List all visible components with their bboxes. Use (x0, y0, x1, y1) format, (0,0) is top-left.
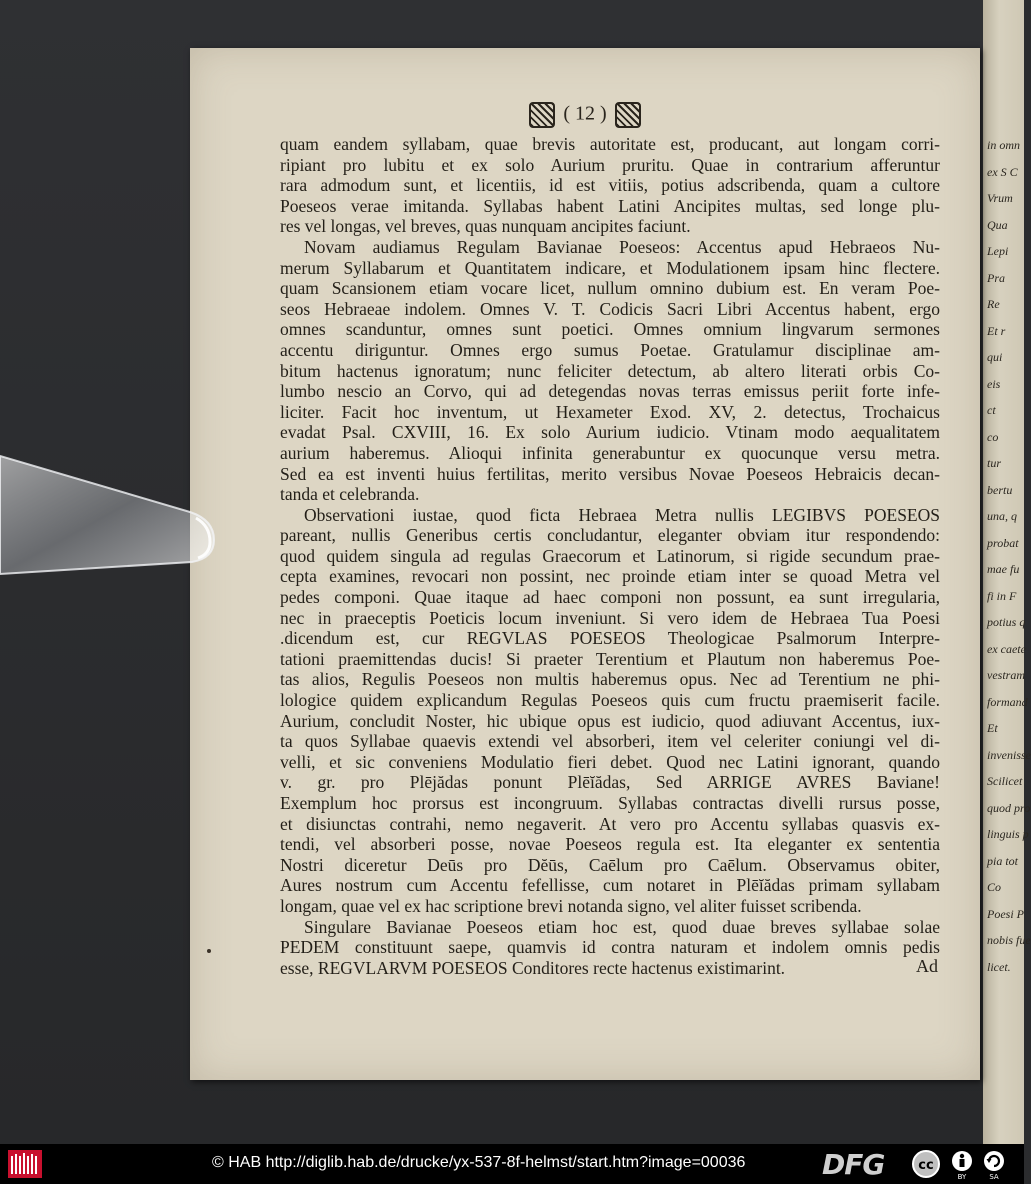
paper-speck (207, 949, 211, 953)
text-line: pedes componi. Quae itaque ad haec componi non possunt, ea sunt irregularia, (280, 587, 940, 608)
neighbour-page-fragment: Co (987, 880, 1002, 894)
neighbour-page-fragment: vestram (987, 668, 1025, 682)
neighbour-page-fragment: licet. (987, 959, 1011, 974)
text-line: longam, quae vel ex hac scriptione brevi notanda signo, vel aliter fuisset scribenda. (280, 895, 862, 916)
text-line: quod quidem singula ad regulas Graecorum et Latinorum, si rigide secundum prae- (280, 545, 940, 566)
text-line: tendi, vel absorberi posse, novae Poeseos regula est. Ita eleganter ex sententia (280, 834, 940, 855)
neighbour-page-fragment: Et r (987, 323, 1006, 338)
text-line: Aurium, concludit Noster, hic ubique opus est iudicio, quod adiuvant Accentus, iux- (280, 710, 940, 731)
sa-label: SA (989, 1173, 999, 1181)
hab-logo-icon[interactable] (8, 1150, 42, 1178)
text-line: nec in praeceptis Poeticis locum inveniunt. Si vero idem de Hebraea Tua Poesi (280, 607, 940, 628)
text-line: cepta examines, revocari non possint, nec proinde etiam inter se quoad Metra vel (280, 566, 940, 587)
text-line: quam eandem syllabam, quae brevis autoritate est, producant, aut longam corri- (280, 134, 940, 154)
text-line: pareant, nullis Generibus certis concludantur, eleganter obviam itur respondendo: (280, 525, 940, 546)
text-line: aurium haberemus. Alioqui infinita generabuntur ex quocunque versu metra. (280, 442, 940, 463)
neighbour-page-fragment: invenisse (987, 747, 1031, 762)
text-line: omnes scanduntur, omnes sunt poetici. Omnes omnium lingvarum sermones (280, 319, 940, 340)
neighbour-page-fragment: una, q (987, 509, 1017, 523)
text-line: res vel longas, vel breves, quas nunquam ancipites faciunt. (280, 216, 691, 237)
glass-weight-reflection (0, 454, 216, 576)
text-line: tanda et celebranda. (280, 484, 420, 505)
text-line: lumbo nescio an Corvo, qui ad detegendas novas terras emissus periit forte infe- (280, 381, 940, 402)
text-line: Sed ea est inventi huius fertilitas, merito versibus Novae Poeseos Hebraicis decan- (280, 463, 940, 484)
svg-text:cc: cc (918, 1158, 934, 1173)
neighbour-page-fragment: quod pro (987, 800, 1031, 815)
page-body-text (280, 134, 940, 978)
source-credit-link[interactable]: © HAB http://diglib.hab.de/drucke/yx-537-8f-helmst/start.htm?image=00036 (212, 1154, 746, 1171)
neighbour-page-fragment: in omn (987, 138, 1020, 152)
neighbour-page-fragment: pia tot (987, 853, 1019, 868)
dfg-logo[interactable]: DFG (822, 1148, 885, 1181)
text-line: quam Scansionem etiam vocare licet, nullum omnino dubium est. En veram Poe- (280, 278, 940, 299)
neighbour-page-fragment: probat (987, 535, 1019, 550)
text-line: Novam audiamus Regulam Bavianae Poeseos: Accentus apud Hebraeos Nu- (304, 236, 940, 257)
text-line: ripiant pro lubitu et ex solo Aurium pruritu. Quae in contrarium afferuntur (280, 154, 940, 175)
text-line: lologice quidem explicandum Regulas Poeseos quis cum fructu praemiserit facile. (280, 690, 940, 711)
neighbour-page-fragment: Qua (987, 217, 1008, 232)
neighbour-page-fragment: nobis fue (987, 933, 1031, 947)
text-line: evadat Psal. CXVIII, 16. Ex solo Aurium iudicio. Vtinam modo aequalitatem (280, 422, 940, 443)
page-header (190, 102, 980, 128)
text-line: Exemplum hoc prorsus est incongruum. Syllabas contractas divelli rursus posse, (280, 793, 940, 813)
text-line: Aures nostrum cum Accentu fefellisse, cum notaret in Plēĭădas primam syllabam (280, 875, 940, 896)
text-line: accentu diriguntur. Omnes ergo sumus Poetae. Gratulamur disciplinae am- (280, 339, 940, 360)
neighbour-page-fragment: linguis p (987, 827, 1029, 841)
neighbour-page-fragment: Re (987, 297, 1000, 311)
text-line: tationi praemittendas ducis! Si praeter Terentium et Plautum non haberemus Poe- (280, 648, 940, 669)
neighbour-page-fragment: Scilicet (987, 774, 1023, 788)
text-line: bitum hactenus ignoratum; nunc feliciter detectum, ab altero literati orbis Co- (280, 360, 940, 381)
neighbour-page-fragment: bertu (987, 482, 1013, 497)
catchword: Ad (916, 956, 938, 976)
neighbour-page-fragment: co (987, 429, 999, 444)
neighbour-page-fragment: potius q (987, 615, 1026, 629)
neighbour-page-fragment: Et (987, 721, 998, 735)
text-line: liciter. Facit hoc inventum, ut Hexameter Exod. XV, 2. detectus, Trochaicus (280, 401, 940, 422)
text-line: tas alios, Regulis Poeseos non multis haberemus opus. Nec ad Terentium ne phi- (280, 669, 940, 690)
neighbour-page-fragment: tur (987, 456, 1002, 470)
text-line: Singulare Bavianae Poeseos etiam hoc est, quod duae breves syllabae solae (304, 916, 940, 937)
text-line: ta quos Syllabae quaevis extendi vel absorberi, item vel celeriter coniungi vel di- (280, 731, 940, 752)
text-line: et disiunctas contrahi, nemo negaverit. At vero pro Accentu syllabas quasvis ex- (280, 813, 940, 834)
neighbour-page-fragment: Vrum (987, 191, 1013, 205)
neighbour-page-fragment: mae fu (987, 562, 1020, 576)
neighbour-page-fragment: formand (987, 694, 1028, 709)
by-label: BY (957, 1173, 967, 1181)
ornament-left-icon (529, 102, 555, 128)
book-page (190, 48, 980, 1080)
neighbour-page-fragment: qui (987, 350, 1003, 364)
ornament-right-icon (615, 102, 641, 128)
neighbour-page-fragment: Lepi (987, 244, 1009, 258)
neighbour-page-fragment: ex caete (987, 641, 1026, 656)
text-line: .dicendum est, cur REGVLAS POESEOS Theologicae Psalmorum Interpre- (280, 628, 940, 649)
neighbour-page-fragment: ex S C (987, 164, 1018, 179)
text-line: merum Syllabarum et Quantitatem indicare, et Modulationem ipsam hinc flectere. (280, 257, 940, 278)
text-line: Observationi iustae, quod ficta Hebraea Metra nullis LEGIBVS POESEOS (304, 504, 940, 525)
page-number: ( 12 ) (563, 102, 607, 125)
text-line: PEDEM constituunt saepe, quamvis id contra naturam et indolem omnis pedis (280, 937, 940, 958)
neighbour-page-fragment: ct (987, 403, 996, 417)
neighbour-page-fragment: Poesi P (987, 906, 1024, 921)
cc-icon (913, 1151, 939, 1177)
text-line: seos Hebraeae indolem. Omnes V. T. Codicis Sacri Libri Accentus habent, ergo (280, 298, 940, 319)
text-line: esse, REGVLARVM POESEOS Conditores recte hactenus existimarint. (280, 957, 786, 978)
cc-license-badge[interactable] (910, 1148, 1018, 1180)
neighbour-page-fragment: fi in F (987, 588, 1017, 603)
text-line: Nostri diceretur Deūs pro Dĕūs, Caēlum pro Caēlum. Observamus obiter, (280, 854, 940, 875)
neighbouring-page (983, 0, 1031, 1144)
text-line: velli, et sic conveniens Modulatio fieri debet. Quod nec Latini ignorant, quando (280, 751, 940, 772)
text-line: rara admodum sunt, et licentiis, id est vitiis, potius adscribenda, quam a cultore (280, 175, 940, 196)
neighbour-page-fragment: eis (987, 376, 1001, 391)
text-line: Poeseos verae imitanda. Syllabas habent Latini Ancipites multas, sed longe plu- (280, 195, 940, 216)
neighbour-page-fragment: Pra (987, 270, 1005, 285)
text-line: v. gr. pro Plējădas ponunt Plēĭădas, Sed ARRIGE AVRES Baviane! (280, 772, 940, 793)
viewer-footer (0, 1144, 1024, 1184)
